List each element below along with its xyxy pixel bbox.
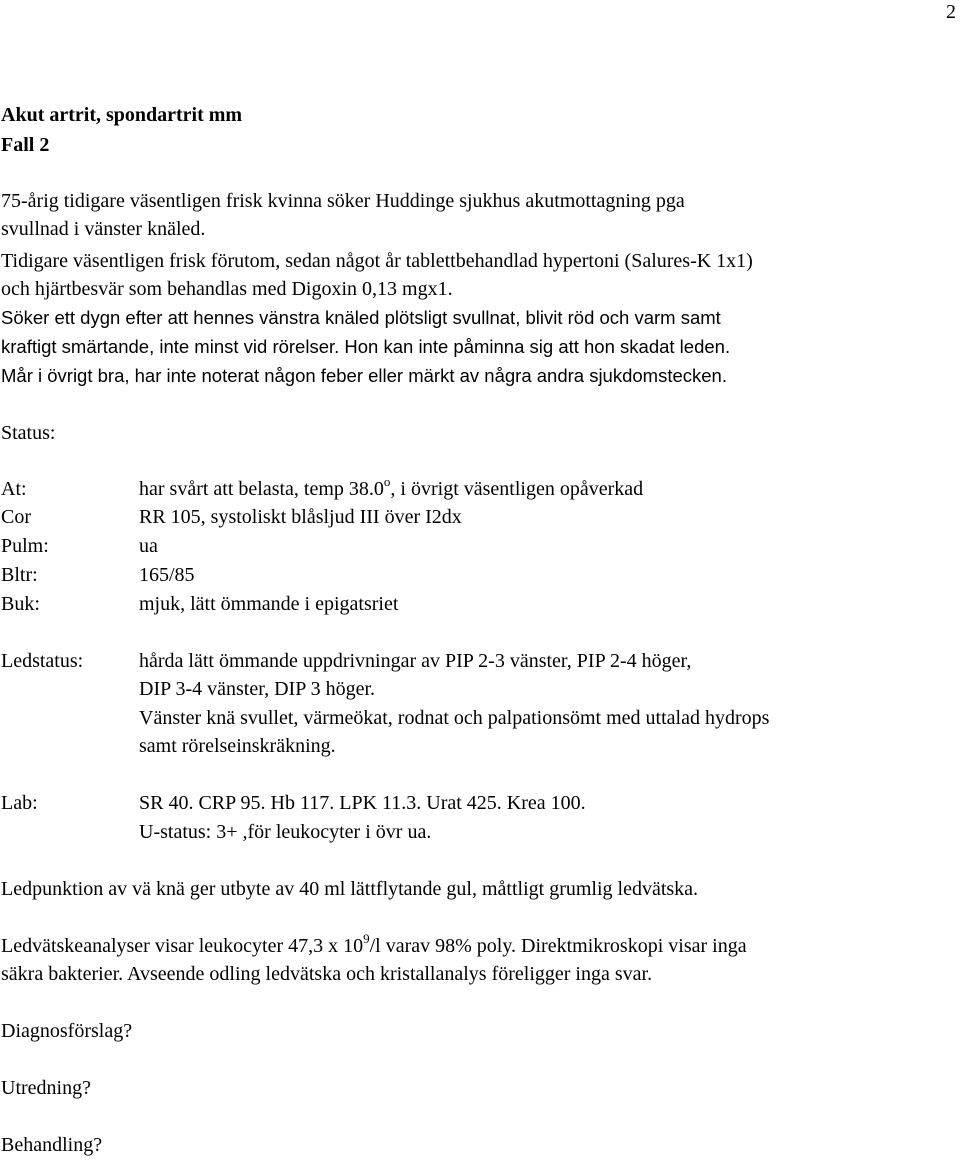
status-label: Cor xyxy=(1,506,31,528)
question-workup: Utredning? xyxy=(1,1077,91,1099)
question-diagnosis: Diagnosförslag? xyxy=(1,1020,133,1042)
status-value: 165/85 xyxy=(139,564,195,586)
status-value-continued: samt rörelseinskräkning. xyxy=(139,735,336,757)
intro-line: 75-årig tidigare väsentligen frisk kvinna söker Huddinge sjukhus akutmottagning pga xyxy=(1,190,685,212)
status-value: RR 105, systoliskt blåsljud III över I2dx xyxy=(139,506,462,528)
lab-label: Lab: xyxy=(1,792,38,814)
status-label: Buk: xyxy=(1,593,40,615)
status-value-continued: Vänster knä svullet, värmeökat, rodnat och palpationsömt med uttalad hydrops xyxy=(139,707,770,729)
case-subtitle: Fall 2 xyxy=(1,134,50,156)
status-value: hårda lätt ömmande uppdrivningar av PIP 2-3 vänster, PIP 2-4 höger, xyxy=(139,650,692,672)
degree-superscript: o xyxy=(383,474,391,490)
page-number: 2 xyxy=(946,1,956,23)
intro-line: kraftigt smärtande, inte minst vid rörelser. Hon kan inte påminna sig att hon skadat leden. xyxy=(1,336,731,357)
intro-line: Tidigare väsentligen frisk förutom, sedan något år tablettbehandlad hypertoni (Salures-K 1x1) xyxy=(1,250,753,272)
intro-line: Söker ett dygn efter att hennes vänstra knäled plötsligt svullnat, blivit röd och varm samt xyxy=(1,307,721,328)
status-label: Bltr: xyxy=(1,564,38,586)
intro-line: Mår i övrigt bra, har inte noterat någon feber eller märkt av några andra sjukdomstecken. xyxy=(1,365,727,386)
status-label: At: xyxy=(1,478,27,500)
status-label: Pulm: xyxy=(1,535,49,557)
status-value: mjuk, lätt ömmande i epigatsriet xyxy=(139,593,399,615)
document-title: Akut artrit, spondartrit mm xyxy=(1,104,243,126)
question-treatment: Behandling? xyxy=(1,1134,103,1156)
status-label: Ledstatus: xyxy=(1,650,84,672)
status-value: ua xyxy=(139,535,158,557)
analysis-line: säkra bakterier. Avseende odling ledvätska och kristallanalys föreligger inga svar. xyxy=(1,963,653,985)
analysis-line: Ledvätskeanalyser visar leukocyter 47,3 x $10^9/l$ varav 98% poly. Direktmikroskopi visar inga xyxy=(1,931,747,957)
exponent-superscript: 9 xyxy=(363,931,370,947)
intro-line: och hjärtbesvär som behandlas med Digoxin 0,13 mgx1. xyxy=(1,278,453,300)
lab-value-continued: U-status: 3+ ,för leukocyter i övr ua. xyxy=(139,821,432,843)
joint-puncture-text: Ledpunktion av vä knä ger utbyte av 40 ml lättflytande gul, måttligt grumlig ledvätska. xyxy=(1,878,699,900)
intro-line: svullnad i vänster knäled. xyxy=(1,218,206,240)
status-value: har svårt att belasta, temp 38.0$^o$, i övrigt väsentligen opåverkad xyxy=(139,474,644,500)
status-heading: Status: xyxy=(1,422,56,444)
status-value-continued: DIP 3-4 vänster, DIP 3 höger. xyxy=(139,678,376,700)
lab-value: SR 40. CRP 95. Hb 117. LPK 11.3. Urat 425. Krea 100. xyxy=(139,792,586,814)
